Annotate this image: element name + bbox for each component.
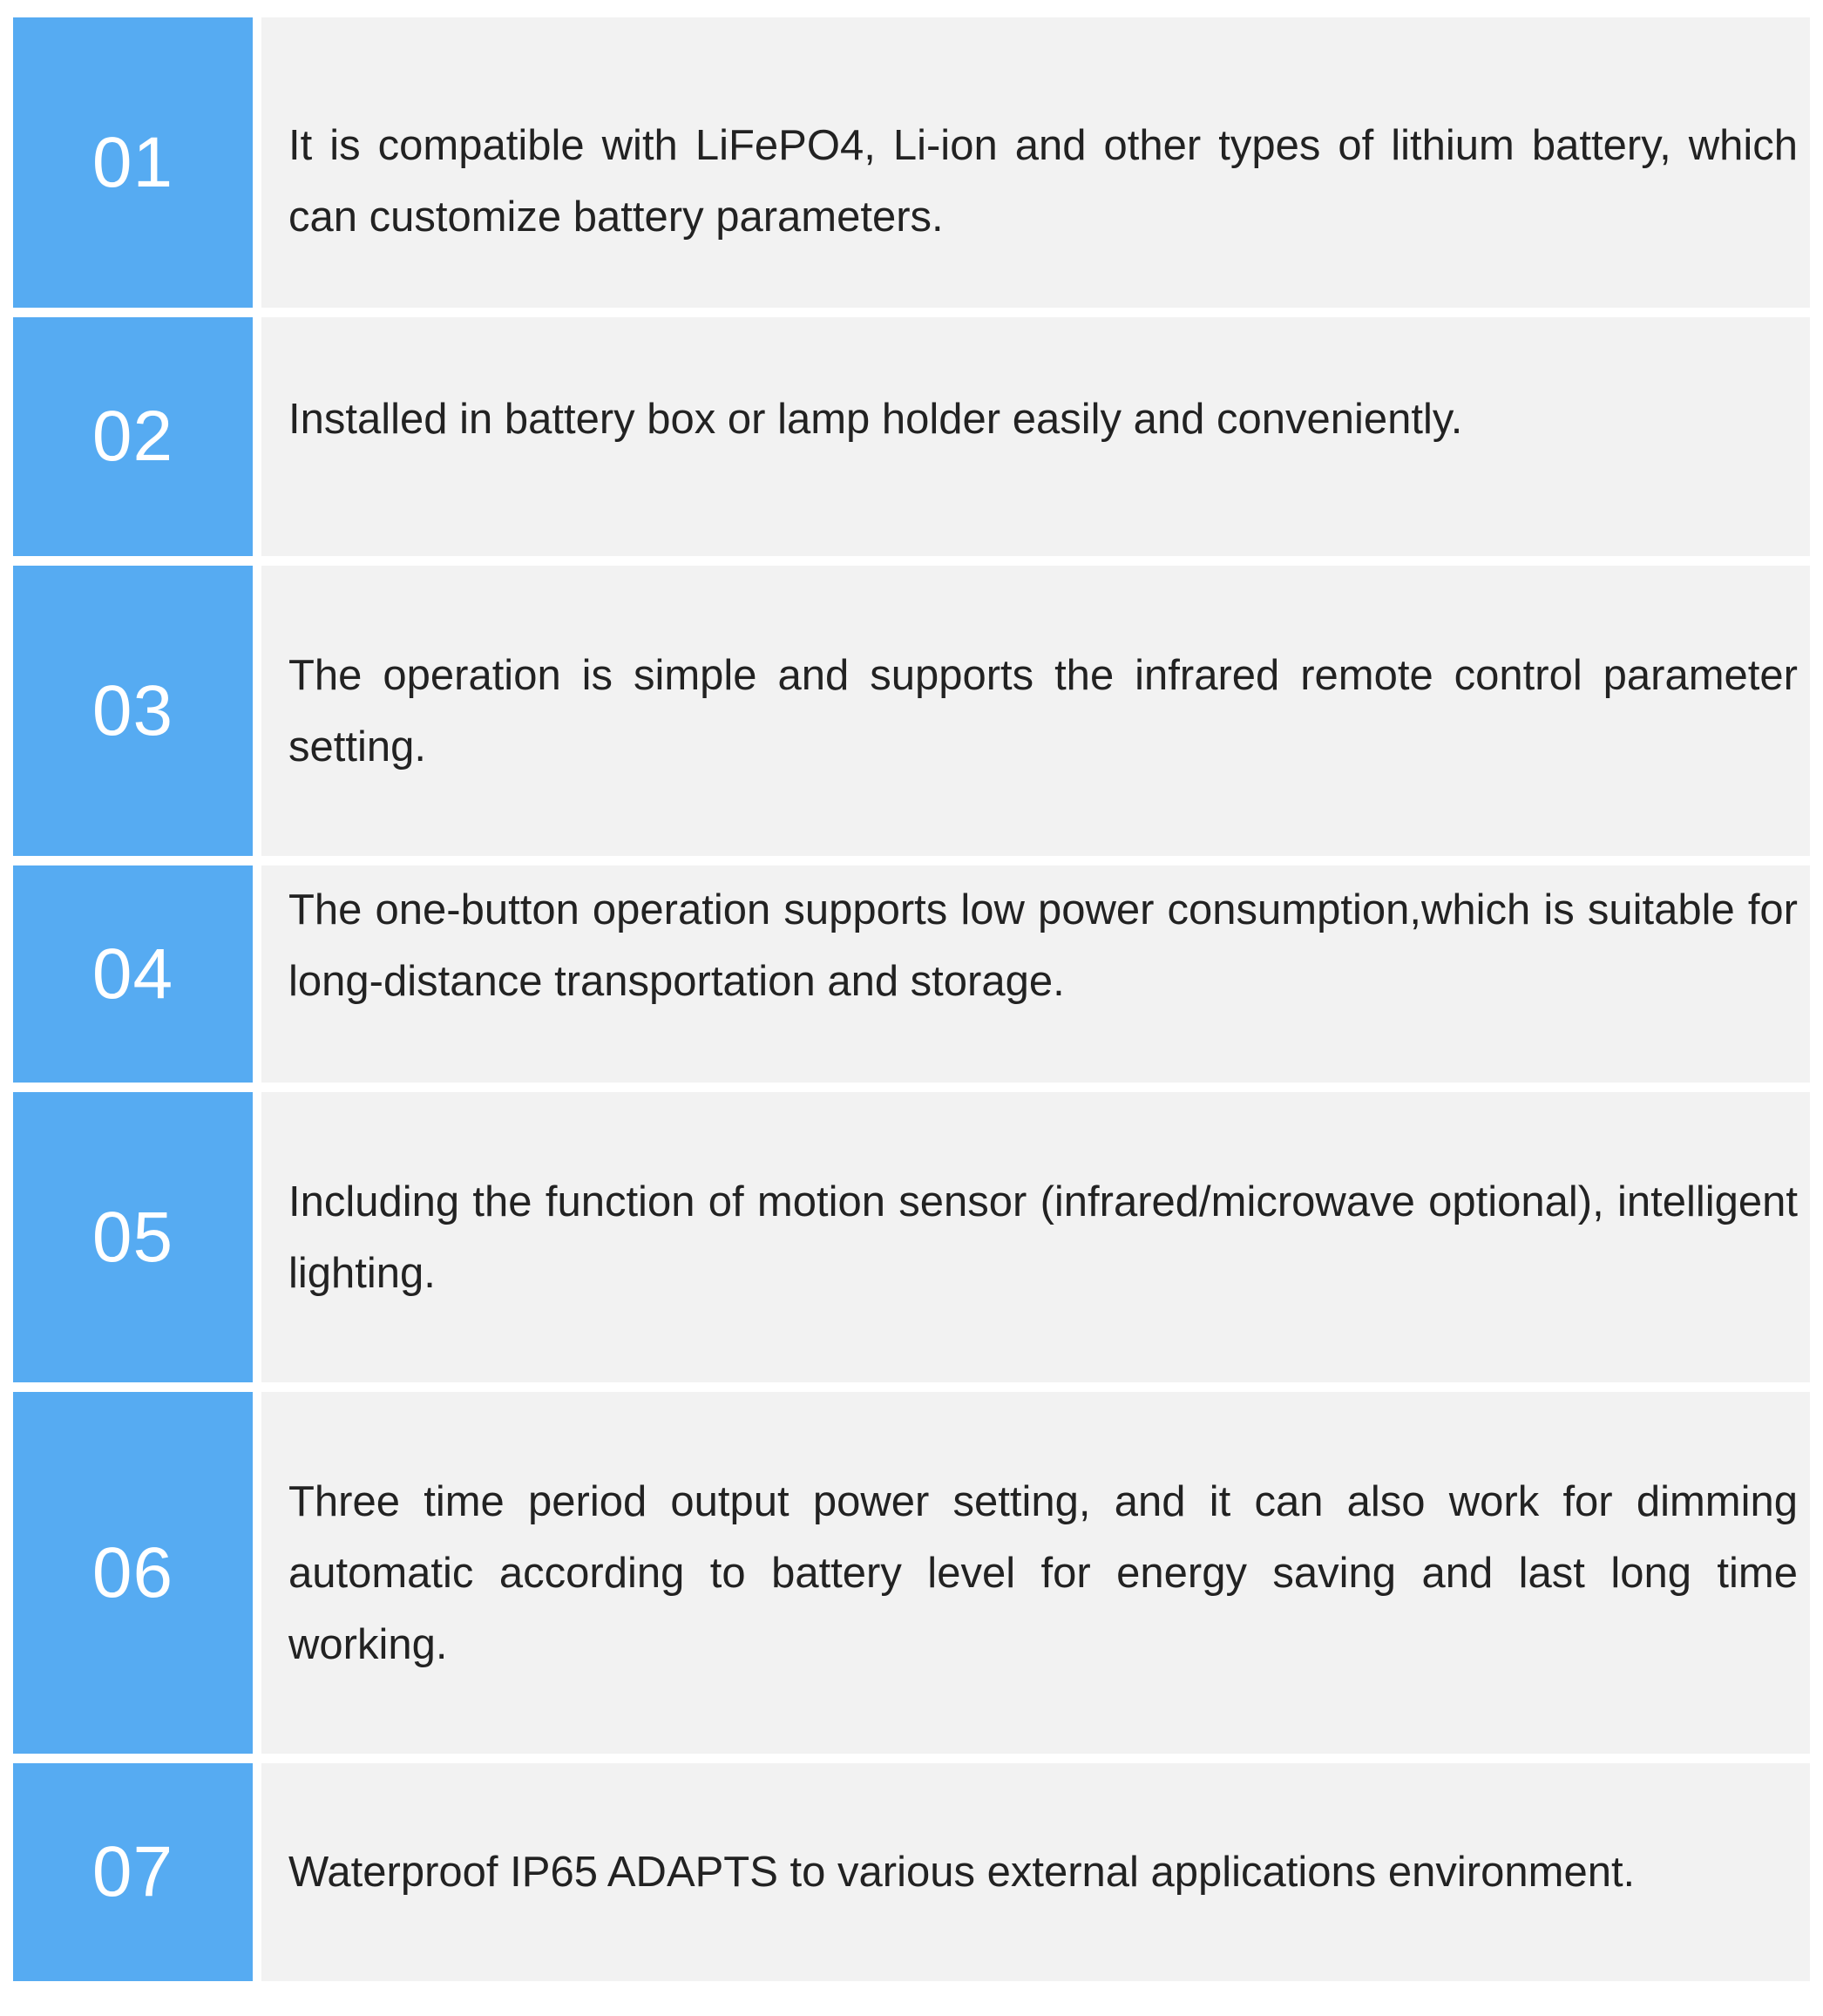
feature-row-07	[13, 1763, 1810, 1981]
feature-text-cell	[261, 1092, 1810, 1382]
feature-text-cell	[261, 566, 1810, 856]
feature-text-cell	[261, 17, 1810, 308]
feature-text-cell	[261, 1392, 1810, 1754]
feature-number: 04	[91, 933, 174, 1014]
feature-number-cell	[13, 317, 253, 556]
feature-number: 07	[91, 1832, 174, 1911]
feature-text-cell	[261, 865, 1810, 1083]
feature-number: 05	[91, 1197, 174, 1277]
feature-number-cell	[13, 17, 253, 308]
feature-description: Including the function of motion sensor (infrared/microwave optional), intelligent lighting.	[288, 1178, 1798, 1297]
feature-description: The operation is simple and supports the infrared remote control parameter setting.	[288, 651, 1798, 770]
feature-description: Waterproof IP65 ADAPTS to various external applications environment.	[288, 1849, 1636, 1896]
feature-text-cell	[261, 317, 1810, 556]
feature-number: 06	[91, 1532, 174, 1612]
feature-description: It is compatible with LiFePO4, Li-ion and other types of lithium battery, which can customize battery parameters.	[288, 122, 1798, 241]
feature-description: The one-button operation supports low power consumption,which is suitable for long-distance transportation and storage.	[288, 886, 1798, 1005]
feature-number-cell	[13, 865, 253, 1083]
feature-row-05	[13, 1092, 1810, 1382]
feature-text-cell	[261, 1763, 1810, 1981]
feature-row-02	[13, 317, 1810, 556]
feature-row-01	[13, 17, 1810, 308]
feature-row-03	[13, 566, 1810, 856]
feature-row-04	[13, 865, 1810, 1083]
feature-description: Three time period output power setting, and it can also work for dimming automatic according to battery level for energy saving and last long time working.	[288, 1477, 1798, 1668]
feature-number-cell	[13, 1763, 253, 1981]
feature-number-cell	[13, 566, 253, 856]
feature-number-cell	[13, 1392, 253, 1754]
feature-number: 02	[91, 397, 174, 476]
feature-description: Installed in battery box or lamp holder easily and conveniently.	[288, 396, 1463, 443]
feature-row-06	[13, 1392, 1810, 1754]
feature-number: 03	[91, 670, 174, 750]
feature-number-cell	[13, 1092, 253, 1382]
feature-number: 01	[91, 122, 174, 202]
